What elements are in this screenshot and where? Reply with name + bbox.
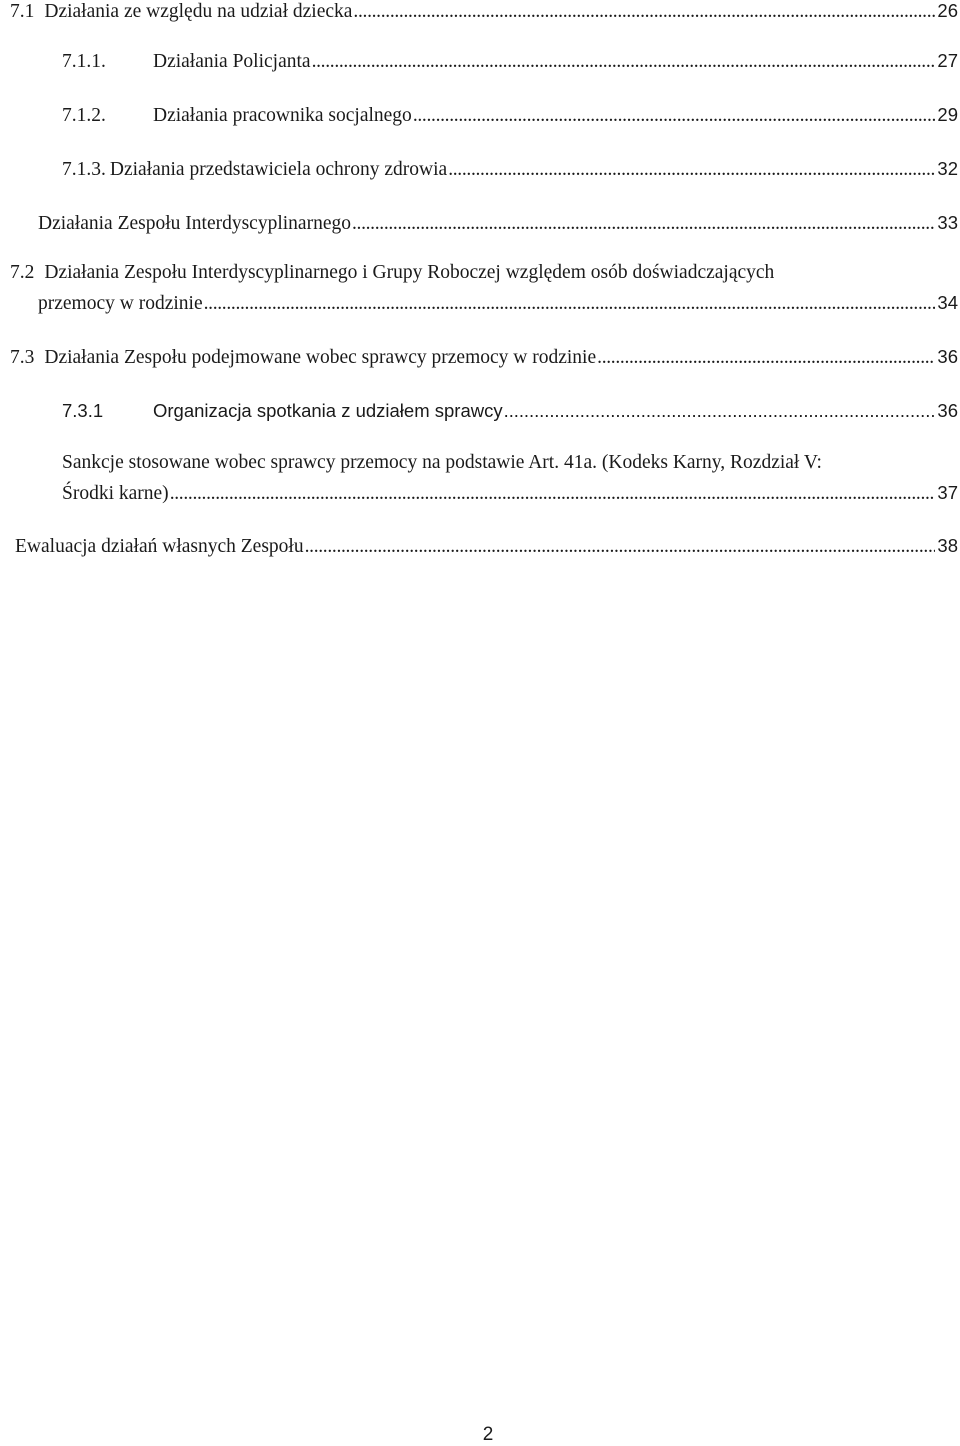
toc-entry[interactable] xyxy=(38,208,958,239)
toc-entry-page: 38 xyxy=(937,535,958,556)
toc-entry-title: Organizacja spotkania z udziałem sprawcy xyxy=(153,400,503,421)
toc-entry-title: Ewaluacja działań własnych Zespołu xyxy=(15,536,304,557)
toc-entry-page: 34 xyxy=(937,292,958,313)
toc-entry-page: 32 xyxy=(937,158,958,179)
toc-entry-title: przemocy w rodzinie xyxy=(38,293,203,314)
toc-entry-title: Działania Zespołu Interdyscyplinarnego xyxy=(38,213,351,234)
toc-entry-title: Działania Policjanta xyxy=(153,51,311,72)
toc-entry-page: 37 xyxy=(937,482,958,503)
dot-leader xyxy=(353,0,935,27)
toc-entry[interactable] xyxy=(10,342,958,373)
toc-entry-page: 36 xyxy=(937,400,958,421)
toc-entry-number: 7.1 xyxy=(10,1,35,22)
toc-entry-page: 29 xyxy=(937,104,958,125)
dot-leader xyxy=(305,532,936,562)
toc-entry-title: Działania pracownika socjalnego xyxy=(153,105,412,126)
dot-leader xyxy=(312,47,936,77)
dot-leader xyxy=(504,396,936,426)
toc-entry-page: 36 xyxy=(937,346,958,367)
toc-entry[interactable] xyxy=(10,0,958,27)
dot-leader xyxy=(413,101,936,131)
toc-entry[interactable] xyxy=(62,154,958,185)
toc-entry-title: Działania Zespołu podejmowane wobec sprawcy przemocy w rodzinie xyxy=(44,347,597,368)
toc-entry-title-line1: Sankcje stosowane wobec sprawcy przemocy na podstawie Art. 41a. (Kodeks Karny, Rozdział V: xyxy=(62,452,822,473)
toc-entry[interactable] xyxy=(62,448,958,509)
toc-entry-number: 7.3.1 xyxy=(62,400,104,421)
toc-entry-title-line1: Działania Zespołu Interdyscyplinarnego i Grupy Roboczej względem osób doświadczających xyxy=(44,262,775,283)
toc-entry-page: 26 xyxy=(937,0,958,21)
page-number: 2 xyxy=(482,1424,494,1445)
dot-leader xyxy=(204,289,936,319)
dot-leader xyxy=(448,155,935,185)
toc-entry[interactable] xyxy=(10,258,958,319)
toc-entry-page: 27 xyxy=(937,50,958,71)
toc-entry-title: Środki karne) xyxy=(62,483,169,504)
toc-entry-page: 33 xyxy=(937,212,958,233)
toc-entry[interactable] xyxy=(62,396,958,426)
toc-entry-number: 7.2 xyxy=(10,262,35,283)
toc-entry-title: Działania przedstawiciela ochrony zdrowia xyxy=(109,159,448,180)
toc-entry-number: 7.3 xyxy=(10,347,35,368)
toc-entry[interactable] xyxy=(15,531,958,562)
dot-leader xyxy=(170,479,936,509)
toc-entry[interactable] xyxy=(62,46,958,77)
toc-entry-number: 7.1.2. xyxy=(62,105,106,126)
dot-leader xyxy=(597,343,935,373)
dot-leader xyxy=(352,209,935,239)
toc-entry-number: 7.1.3. xyxy=(62,159,106,180)
toc-entry[interactable] xyxy=(62,100,958,131)
toc-entry-number: 7.1.1. xyxy=(62,51,106,72)
toc-entry-title: Działania ze względu na udział dziecka xyxy=(44,1,353,22)
